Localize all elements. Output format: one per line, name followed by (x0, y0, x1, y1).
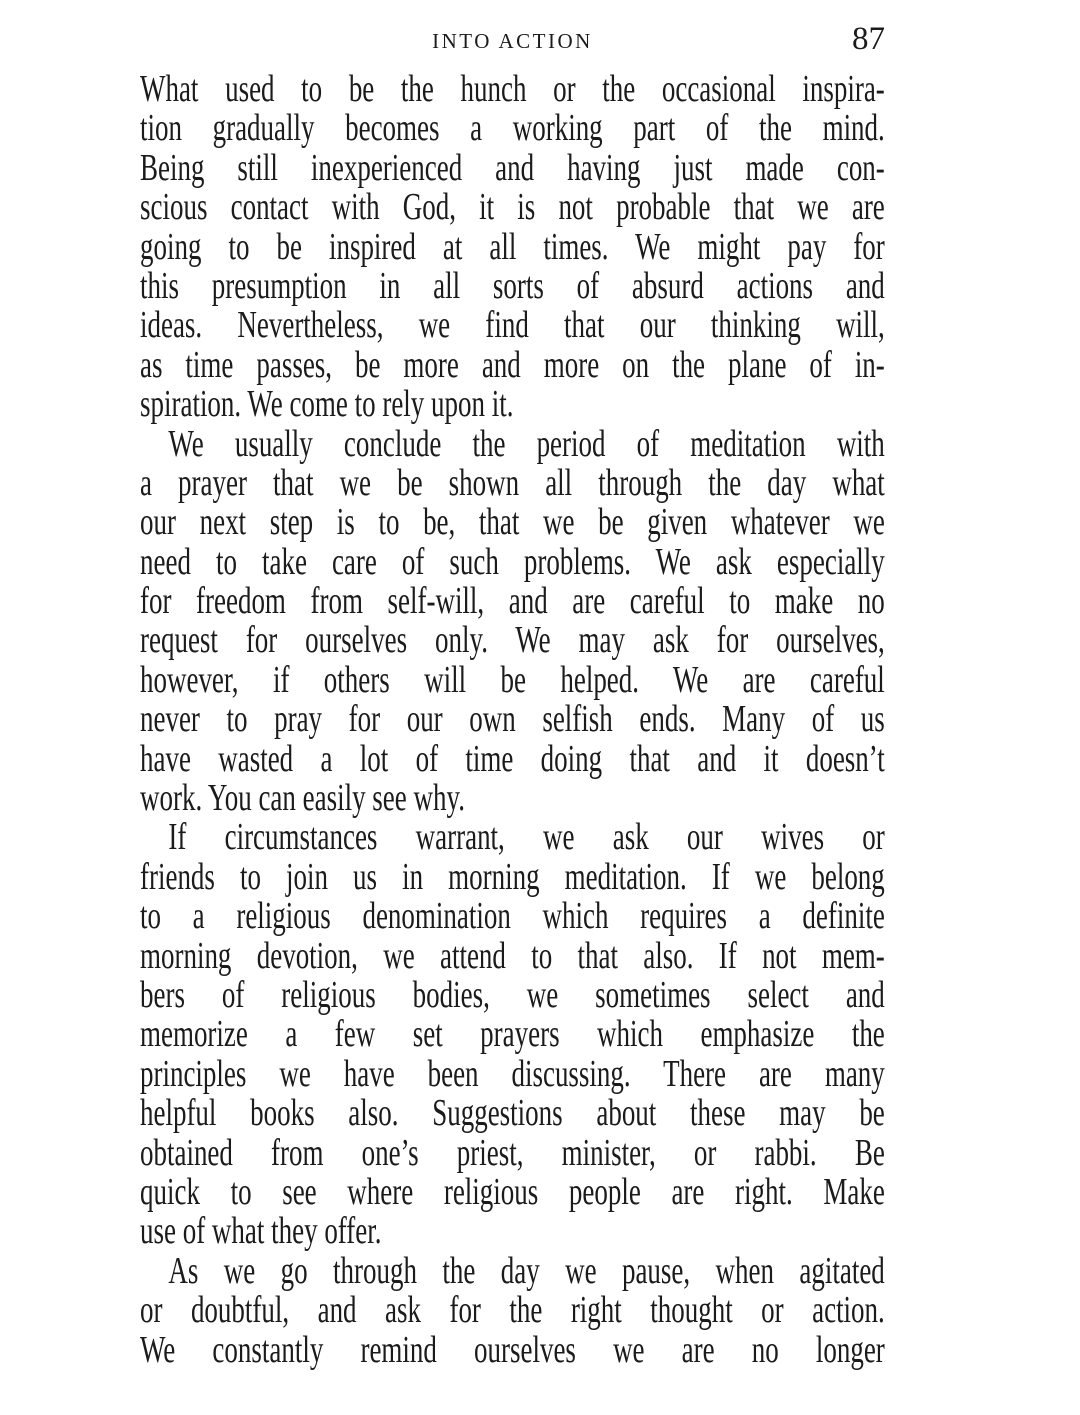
text-line: need to take care of such problems. We ask especially (140, 540, 885, 583)
text-line: tion gradually becomes a working part of the mind. (140, 107, 885, 150)
text-line: going to be inspired at all times. We might pay for (140, 225, 885, 268)
text-line: helpful books also. Suggestions about these may be (140, 1092, 885, 1135)
text-line: Being still inexperienced and having just made con- (140, 146, 885, 189)
page-header (140, 21, 885, 68)
text-line: use of what they offer. (140, 1210, 382, 1253)
text-line: What used to be the hunch or the occasional inspira- (140, 68, 885, 110)
text-line: ideas. Nevertheless, we find that our thinking will, (140, 304, 885, 347)
text-line: friends to join us in morning meditation. If we belong (140, 855, 885, 898)
text-line: our next step is to be, that we be given whatever we (140, 501, 885, 544)
text-line: obtained from one’s priest, minister, or rabbi. Be (140, 1131, 885, 1174)
text-line: a prayer that we be shown all through the day what (140, 461, 885, 504)
text-line: memorize a few set prayers which emphasize the (140, 1013, 885, 1056)
text-line: We usually conclude the period of meditation with (168, 422, 885, 465)
text-line: this presumption in all sorts of absurd actions and (140, 264, 885, 307)
text-line: never to pray for our own selfish ends. Many of us (140, 698, 885, 741)
text-line: principles we have been discussing. There are many (140, 1052, 885, 1095)
text-line: or doubtful, and ask for the right thought or action. (140, 1289, 885, 1332)
text-line: spiration. We come to rely upon it. (140, 383, 514, 426)
text-line: scious contact with God, it is not probable that we are (140, 186, 885, 229)
text-line: work. You can easily see why. (140, 777, 465, 820)
text-line: to a religious denomination which requires a definite (140, 895, 885, 938)
text-line: have wasted a lot of time doing that and it doesn’t (140, 737, 885, 780)
text-line: as time passes, be more and more on the plane of in- (140, 343, 885, 386)
text-line: quick to see where religious people are right. Make (140, 1170, 885, 1213)
text-line: for freedom from self-will, and are careful to make no (140, 580, 885, 623)
text-line: morning devotion, we attend to that also. If not mem- (140, 934, 885, 977)
chapter-title: INTO ACTION (432, 29, 593, 53)
text-line: We constantly remind ourselves we are no longer (140, 1328, 885, 1371)
text-line: If circumstances warrant, we ask our wives or (168, 816, 885, 859)
text-line: As we go through the day we pause, when agitated (168, 1249, 885, 1292)
body-text (140, 70, 885, 1370)
text-line: bers of religious bodies, we sometimes select and (140, 973, 885, 1016)
text-line: however, if others will be helped. We are careful (140, 658, 885, 701)
page-number: 87 (852, 21, 885, 57)
text-line: request for ourselves only. We may ask for ourselves, (140, 619, 885, 662)
